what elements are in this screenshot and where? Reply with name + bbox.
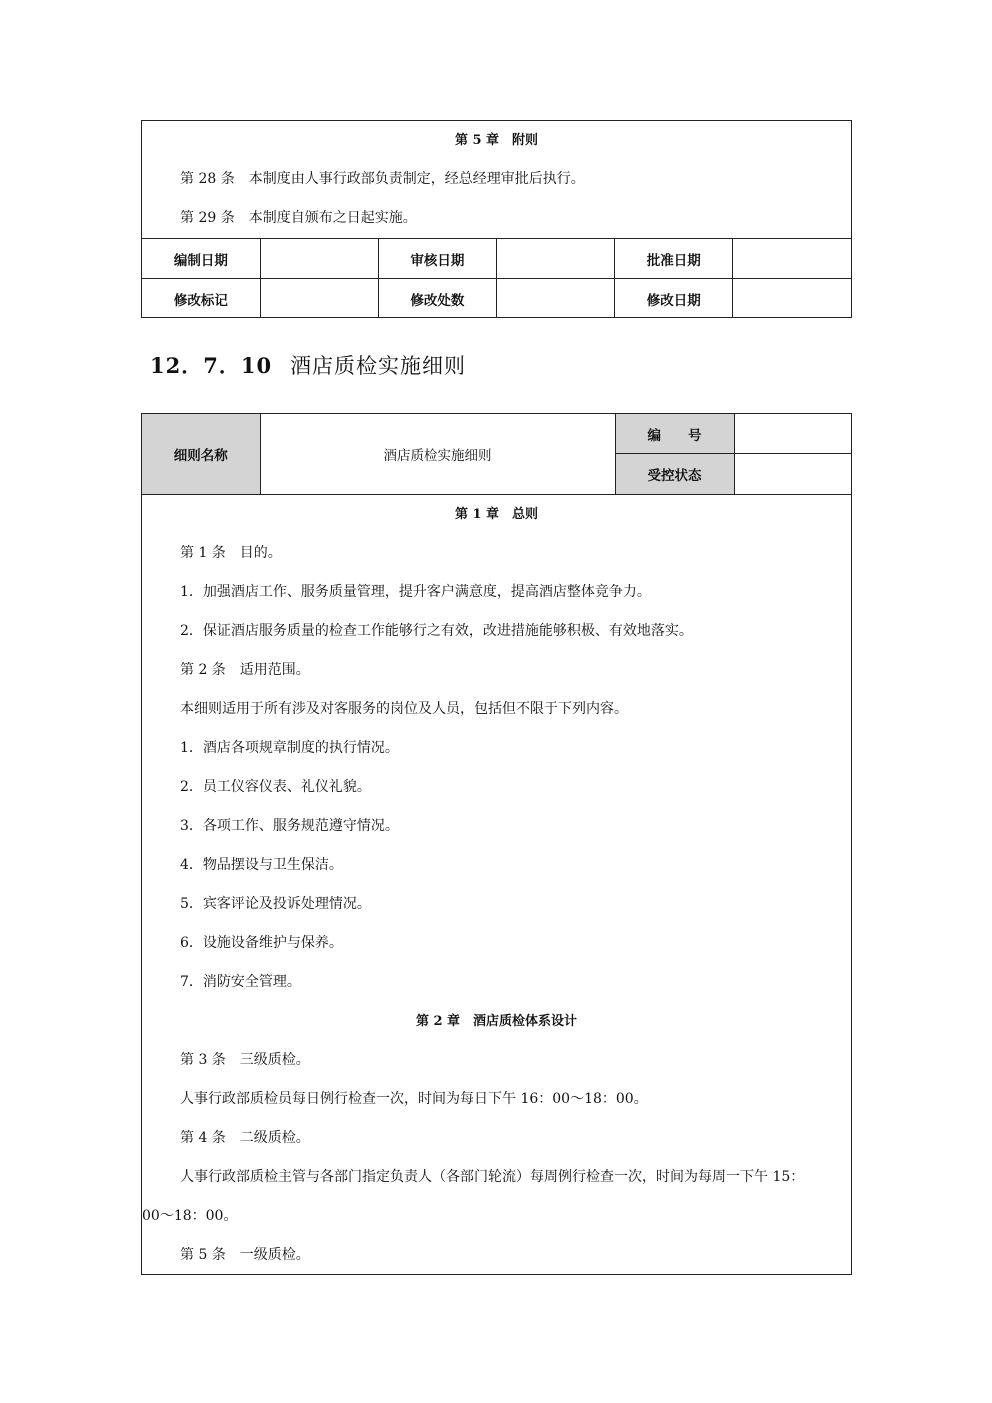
rules-body [142,495,851,1275]
list-item: 人事行政部质检员每日例行检查一次，时间为每日下午 16：00～18：00。 [180,1091,648,1107]
approval-table [142,238,851,318]
list-item: 2．保证酒店服务质量的检查工作能够行之有效，改进措施能够积极、有效地落实。 [180,623,693,639]
list-item: 00～18：00。 [142,1208,238,1224]
list-item: 第 1 条 目的。 [180,545,282,561]
rule-name-label: 细则名称 [142,414,260,495]
list-item: 4．物品摆设与卫生保洁。 [180,857,343,873]
list-item: 第 3 条 三级质检。 [180,1052,310,1068]
rule-name-value: 酒店质检实施细则 [260,414,615,495]
list-item: 第 2 条 适用范围。 [180,662,310,678]
revision-mark-value [260,279,378,319]
chapter-heading: 第 1 章 总则 [454,507,539,522]
list-item: 人事行政部质检主管与各部门指定负责人（各部门轮流）每周例行检查一次，时间为每周一下午 15： [180,1169,805,1185]
review-date-label: 审核日期 [378,239,496,279]
list-item: 6．设施设备维护与保养。 [180,935,343,951]
list-item: 第 5 条 一级质检。 [180,1247,310,1263]
section-number: 12．7．10 [150,353,273,378]
list-item: 3．各项工作、服务规范遵守情况。 [180,818,399,834]
approve-date-label: 批准日期 [615,239,733,279]
revision-date-label: 修改日期 [615,279,733,319]
appendix-block [141,120,852,318]
control-status-value[interactable] [734,454,851,495]
list-item: 2．员工仪容仪表、礼仪礼貌。 [180,779,371,795]
rules-header-table [142,414,851,495]
list-item: 第 4 条 二级质检。 [180,1130,310,1146]
table-row [142,279,851,319]
review-date-value [496,239,614,279]
revision-count-label: 修改处数 [378,279,496,319]
article-29: 第 29 条 本制度自颁布之日起实施。 [180,210,417,226]
list-item: 1．加强酒店工作、服务质量管理，提升客户满意度，提高酒店整体竞争力。 [180,584,651,600]
rules-document [141,413,852,1275]
section-title: 酒店质检实施细则 [290,354,467,378]
list-item: 1．酒店各项规章制度的执行情况。 [180,740,399,756]
revision-mark-label: 修改标记 [142,279,260,319]
list-item: 5．宾客评论及投诉处理情况。 [180,896,371,912]
control-status-label: 受控状态 [615,454,734,495]
section-heading [150,350,466,380]
list-item: 本细则适用于所有涉及对客服务的岗位及人员，包括但不限于下列内容。 [180,701,628,717]
compile-date-value [260,239,378,279]
article-28: 第 28 条 本制度由人事行政部负责制定，经总经理审批后执行。 [180,171,585,187]
number-label: 编 号 [615,414,734,454]
table-row [142,239,851,279]
chapter-heading: 第 5 章 附则 [454,133,539,148]
revision-date-value [733,279,851,319]
compile-date-label: 编制日期 [142,239,260,279]
chapter-heading: 第 2 章 酒店质检体系设计 [415,1014,578,1029]
revision-count-value [496,279,614,319]
list-item: 7．消防安全管理。 [180,974,301,990]
approve-date-value [733,239,851,279]
number-value[interactable] [734,414,851,454]
